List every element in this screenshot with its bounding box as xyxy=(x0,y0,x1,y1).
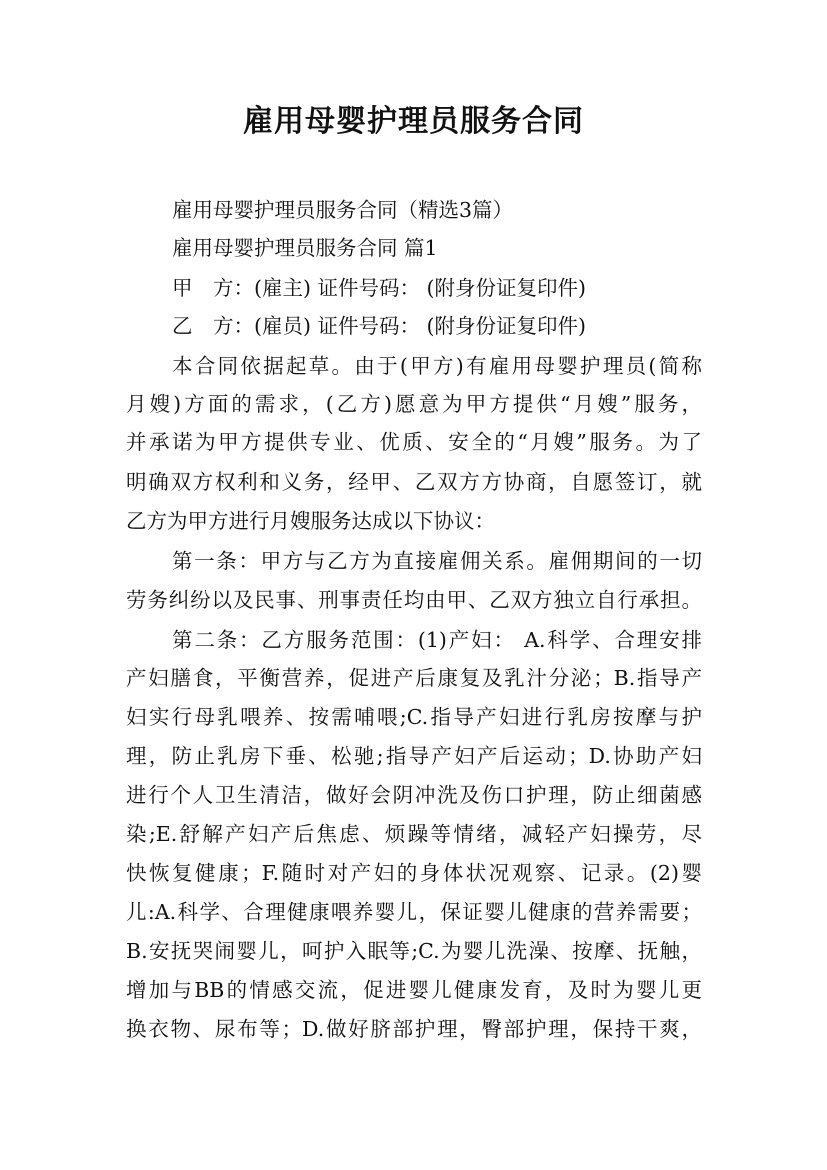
paragraph-line: 并承诺为甲方提供专业、优质、安全的“月嫂”服务。为了 xyxy=(126,430,702,454)
document-title: 雇用母婴护理员服务合同 xyxy=(243,104,584,139)
article-1-line: 第一条：甲方与乙方为直接雇佣关系。雇佣期间的一切 xyxy=(172,549,702,573)
article-2-line: 妇实行母乳喂养、按需哺喂;C.指导产妇进行乳房按摩与护 xyxy=(126,705,702,729)
paragraph-line: 本合同依据起草。由于(甲方)有雇用母婴护理员(简称 xyxy=(172,354,702,378)
subtitle-line: 雇用母婴护理员服务合同（精选3篇） xyxy=(172,198,514,222)
party-b-line: 乙 方：(雇员) 证件号码： (附身份证复印件) xyxy=(172,314,587,338)
paragraph-line: 乙方为甲方进行月嫂服务达成以下协议： xyxy=(126,509,495,533)
paragraph-line: 月嫂)方面的需求，(乙方)愿意为甲方提供“月嫂”服务， xyxy=(126,392,702,416)
party-a-line: 甲 方：(雇主) 证件号码： (附身份证复印件) xyxy=(172,276,587,300)
article-2-line: 进行个人卫生清洁，做好会阴冲洗及伤口护理，防止细菌感 xyxy=(126,783,702,807)
article-2-line: 快恢复健康；F.随时对产妇的身体状况观察、记录。(2)婴 xyxy=(126,861,702,885)
article-2-line: 理，防止乳房下垂、松驰;指导产妇产后运动；D.协助产妇 xyxy=(126,744,702,768)
article-2-line: 换衣物、尿布等；D.做好脐部护理，臀部护理，保持干爽， xyxy=(126,1017,702,1041)
article-2-line: 增加与BB的情感交流，促进婴儿健康发育，及时为婴儿更 xyxy=(126,978,702,1002)
article-2-line: B.安抚哭闹婴儿，呵护入眠等;C.为婴儿洗澡、按摩、抚触， xyxy=(126,939,702,963)
article-2-line: 产妇膳食，平衡营养，促进产后康复及乳汁分泌；B.指导产 xyxy=(126,666,702,690)
section-heading: 雇用母婴护理员服务合同 篇1 xyxy=(172,236,438,260)
paragraph-line: 明确双方权利和义务，经甲、乙双方方协商，自愿签订，就 xyxy=(126,470,702,494)
article-2-line: 染;E.舒解产妇产后焦虑、烦躁等情绪，减轻产妇操劳，尽 xyxy=(126,822,702,846)
article-2-line: 儿:A.科学、合理健康喂养婴儿，保证婴儿健康的营养需要； xyxy=(126,900,702,924)
article-2-line: 第二条：乙方服务范围：(1)产妇： A.科学、合理安排 xyxy=(172,628,702,652)
article-1-line: 劳务纠纷以及民事、刑事责任均由甲、乙双方独立自行承担。 xyxy=(126,588,702,612)
